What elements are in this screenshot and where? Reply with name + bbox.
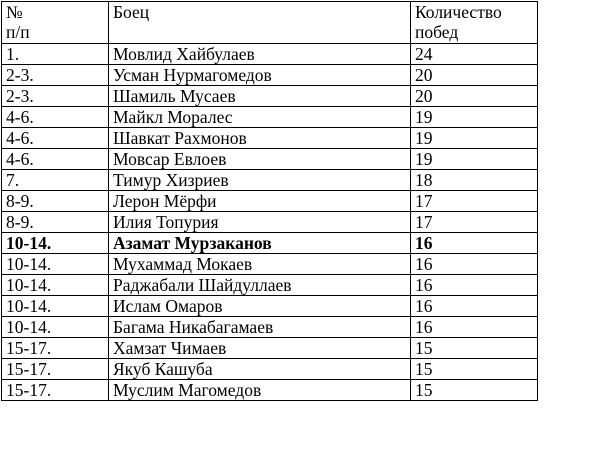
header-wins: Количество побед bbox=[411, 2, 538, 44]
cell-fighter-name: Раджабали Шайдуллаев bbox=[109, 275, 411, 296]
table-row bbox=[2, 212, 538, 233]
cell-rank: 10-14. bbox=[2, 296, 109, 317]
cell-rank: 2-3. bbox=[2, 65, 109, 86]
cell-rank: 10-14. bbox=[2, 254, 109, 275]
cell-rank: 15-17. bbox=[2, 380, 109, 401]
cell-wins: 24 bbox=[411, 44, 538, 65]
table-row bbox=[2, 44, 538, 65]
cell-wins: 18 bbox=[411, 170, 538, 191]
table-row bbox=[2, 170, 538, 191]
table-row bbox=[2, 86, 538, 107]
table-row bbox=[2, 317, 538, 338]
table-row bbox=[2, 296, 538, 317]
table-row bbox=[2, 65, 538, 86]
cell-wins: 15 bbox=[411, 338, 538, 359]
cell-rank: 8-9. bbox=[2, 191, 109, 212]
table-row bbox=[2, 191, 538, 212]
cell-rank: 8-9. bbox=[2, 212, 109, 233]
cell-rank: 4-6. bbox=[2, 128, 109, 149]
cell-wins: 17 bbox=[411, 212, 538, 233]
cell-wins: 16 bbox=[411, 233, 538, 254]
cell-fighter-name: Муслим Магомедов bbox=[109, 380, 411, 401]
cell-fighter-name: Мухаммад Мокаев bbox=[109, 254, 411, 275]
table-row bbox=[2, 107, 538, 128]
cell-rank: 4-6. bbox=[2, 107, 109, 128]
cell-wins: 16 bbox=[411, 317, 538, 338]
cell-wins: 16 bbox=[411, 254, 538, 275]
cell-rank: 10-14. bbox=[2, 317, 109, 338]
table-header-row bbox=[2, 2, 538, 44]
cell-fighter-name: Ислам Омаров bbox=[109, 296, 411, 317]
header-fighter: Боец bbox=[109, 2, 411, 44]
cell-fighter-name: Мовсар Евлоев bbox=[109, 149, 411, 170]
cell-fighter-name: Азамат Мурзаканов bbox=[109, 233, 411, 254]
cell-rank: 10-14. bbox=[2, 233, 109, 254]
table-row bbox=[2, 149, 538, 170]
cell-rank: 15-17. bbox=[2, 359, 109, 380]
cell-rank: 7. bbox=[2, 170, 109, 191]
cell-rank: 4-6. bbox=[2, 149, 109, 170]
cell-fighter-name: Багама Никабагамаев bbox=[109, 317, 411, 338]
cell-fighter-name: Якуб Кашуба bbox=[109, 359, 411, 380]
cell-rank: 15-17. bbox=[2, 338, 109, 359]
cell-wins: 15 bbox=[411, 380, 538, 401]
table-row bbox=[2, 275, 538, 296]
cell-fighter-name: Майкл Моралес bbox=[109, 107, 411, 128]
cell-wins: 20 bbox=[411, 65, 538, 86]
cell-fighter-name: Шавкат Рахмонов bbox=[109, 128, 411, 149]
cell-wins: 20 bbox=[411, 86, 538, 107]
table-row bbox=[2, 338, 538, 359]
cell-fighter-name: Мовлид Хайбулаев bbox=[109, 44, 411, 65]
table-body bbox=[2, 2, 538, 401]
cell-wins: 19 bbox=[411, 107, 538, 128]
cell-wins: 17 bbox=[411, 191, 538, 212]
table-row bbox=[2, 233, 538, 254]
header-number: № п/п bbox=[2, 2, 109, 44]
cell-fighter-name: Тимур Хизриев bbox=[109, 170, 411, 191]
cell-rank: 1. bbox=[2, 44, 109, 65]
cell-wins: 19 bbox=[411, 149, 538, 170]
cell-fighter-name: Лерон Мёрфи bbox=[109, 191, 411, 212]
cell-rank: 10-14. bbox=[2, 275, 109, 296]
table-row bbox=[2, 380, 538, 401]
cell-rank: 2-3. bbox=[2, 86, 109, 107]
fighters-wins-table bbox=[1, 1, 538, 401]
cell-wins: 15 bbox=[411, 359, 538, 380]
cell-fighter-name: Хамзат Чимаев bbox=[109, 338, 411, 359]
table-row bbox=[2, 128, 538, 149]
cell-fighter-name: Усман Нурмагомедов bbox=[109, 65, 411, 86]
cell-wins: 19 bbox=[411, 128, 538, 149]
cell-wins: 16 bbox=[411, 296, 538, 317]
table-row bbox=[2, 254, 538, 275]
cell-wins: 16 bbox=[411, 275, 538, 296]
cell-fighter-name: Илия Топурия bbox=[109, 212, 411, 233]
table-row bbox=[2, 359, 538, 380]
cell-fighter-name: Шамиль Мусаев bbox=[109, 86, 411, 107]
